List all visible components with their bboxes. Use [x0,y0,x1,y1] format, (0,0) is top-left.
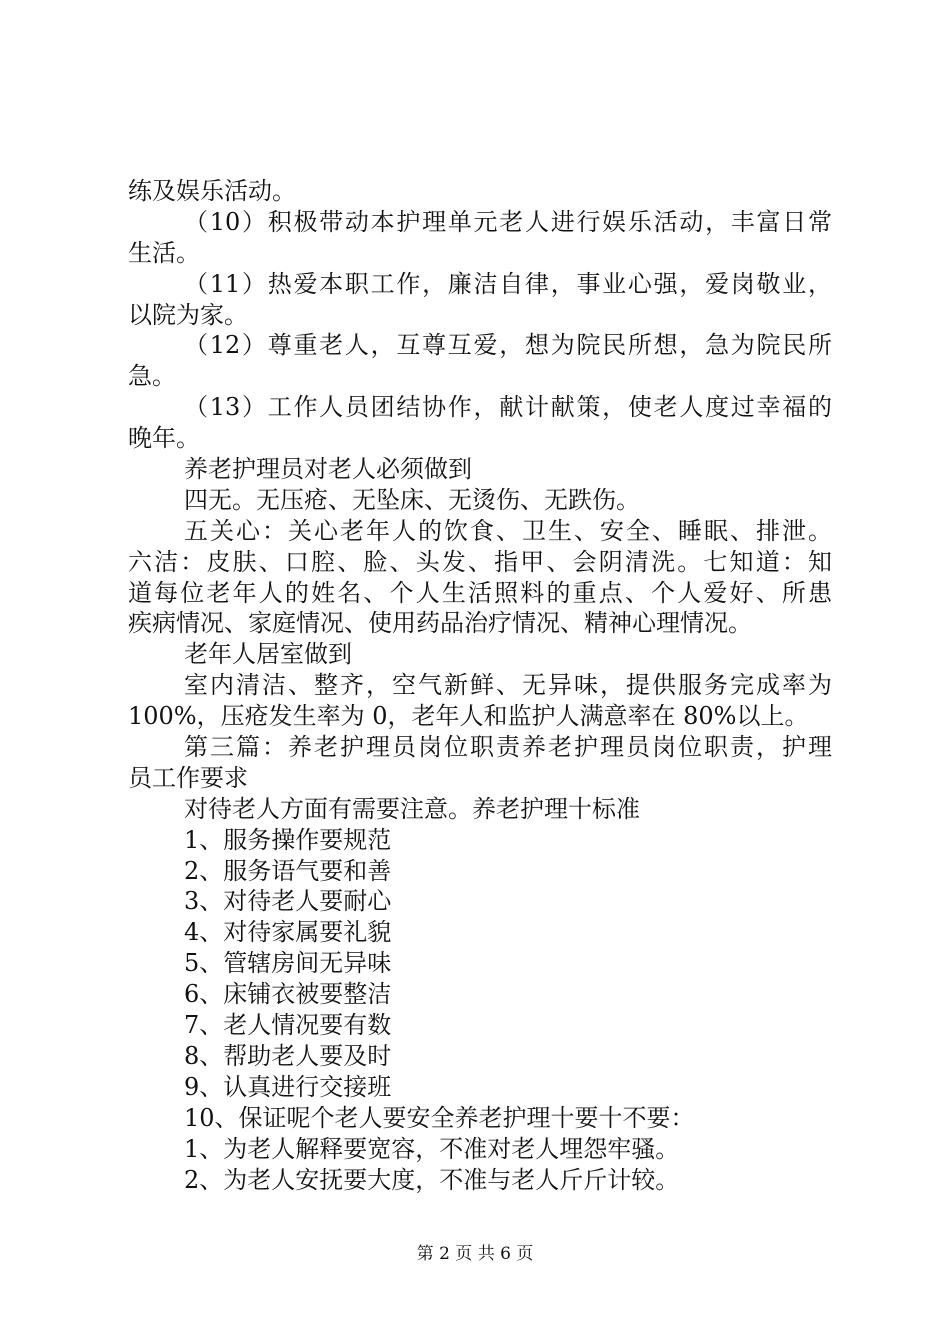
list-item: 6、床铺衣被要整洁 [184,980,392,1009]
document-body [128,176,832,1195]
text-line: 对待老人方面有需要注意。养老护理十标准 [184,794,640,823]
text-line: 第三篇：养老护理员岗位职责养老护理员岗位职责，护理 [184,733,832,762]
text-line: 疾病情况、家庭情况、使用药品治疗情况、精神心理情况。 [128,609,752,638]
list-item: 1、为老人解释要宽容，不准对老人埋怨牢骚。 [184,1134,680,1163]
text-line: （12）尊重老人，互尊互爱，想为院民所想，急为院民所 [184,331,832,360]
text-line: 员工作要求 [128,763,248,792]
list-item: 1、服务操作要规范 [184,825,392,854]
page-number-footer: 第 2 页 共 6 页 [416,1244,534,1264]
text-line: 老年人居室做到 [184,640,352,669]
text-line: 生活。 [128,238,200,267]
list-item: 9、认真进行交接班 [184,1072,392,1101]
list-item: 5、管辖房间无异味 [184,949,392,978]
text-line: （10）积极带动本护理单元老人进行娱乐活动，丰富日常 [184,207,832,236]
text-line: 五关心：关心老年人的饮食、卫生、安全、睡眠、排泄。 [184,516,832,545]
list-item: 8、帮助老人要及时 [184,1041,392,1070]
text-line: 晚年。 [128,424,200,453]
text-line: 六洁：皮肤、口腔、脸、头发、指甲、会阴清洗。七知道：知 [128,547,832,576]
list-item: 10、保证呢个老人要安全养老护理十要十不要： [184,1103,695,1132]
list-item: 2、服务语气要和善 [184,856,392,885]
text-line: 100%，压疮发生率为 0，老年人和监护人满意率在 80%以上。 [128,702,809,731]
text-line: 室内清洁、整齐，空气新鲜、无异味，提供服务完成率为 [184,671,832,700]
list-item: 4、对待家属要礼貌 [184,918,392,947]
text-line: 养老护理员对老人必须做到 [184,455,472,484]
text-line: 道每位老年人的姓名、个人生活照料的重点、个人爱好、所患 [128,578,832,607]
list-item: 2、为老人安抚要大度，不准与老人斤斤计较。 [184,1165,680,1194]
list-item: 7、老人情况要有数 [184,1011,392,1040]
text-line: 练及娱乐活动。 [128,177,296,205]
list-item: 3、对待老人要耐心 [184,887,392,916]
text-line: 四无。无压疮、无坠床、无烫伤、无跌伤。 [184,485,640,514]
text-line: （11）热爱本职工作，廉洁自律，事业心强，爱岗敬业， [184,269,832,298]
text-line: 急。 [128,362,176,391]
text-line: （13）工作人员团结协作，献计献策，使老人度过幸福的 [184,393,832,422]
text-line: 以院为家。 [128,300,248,329]
